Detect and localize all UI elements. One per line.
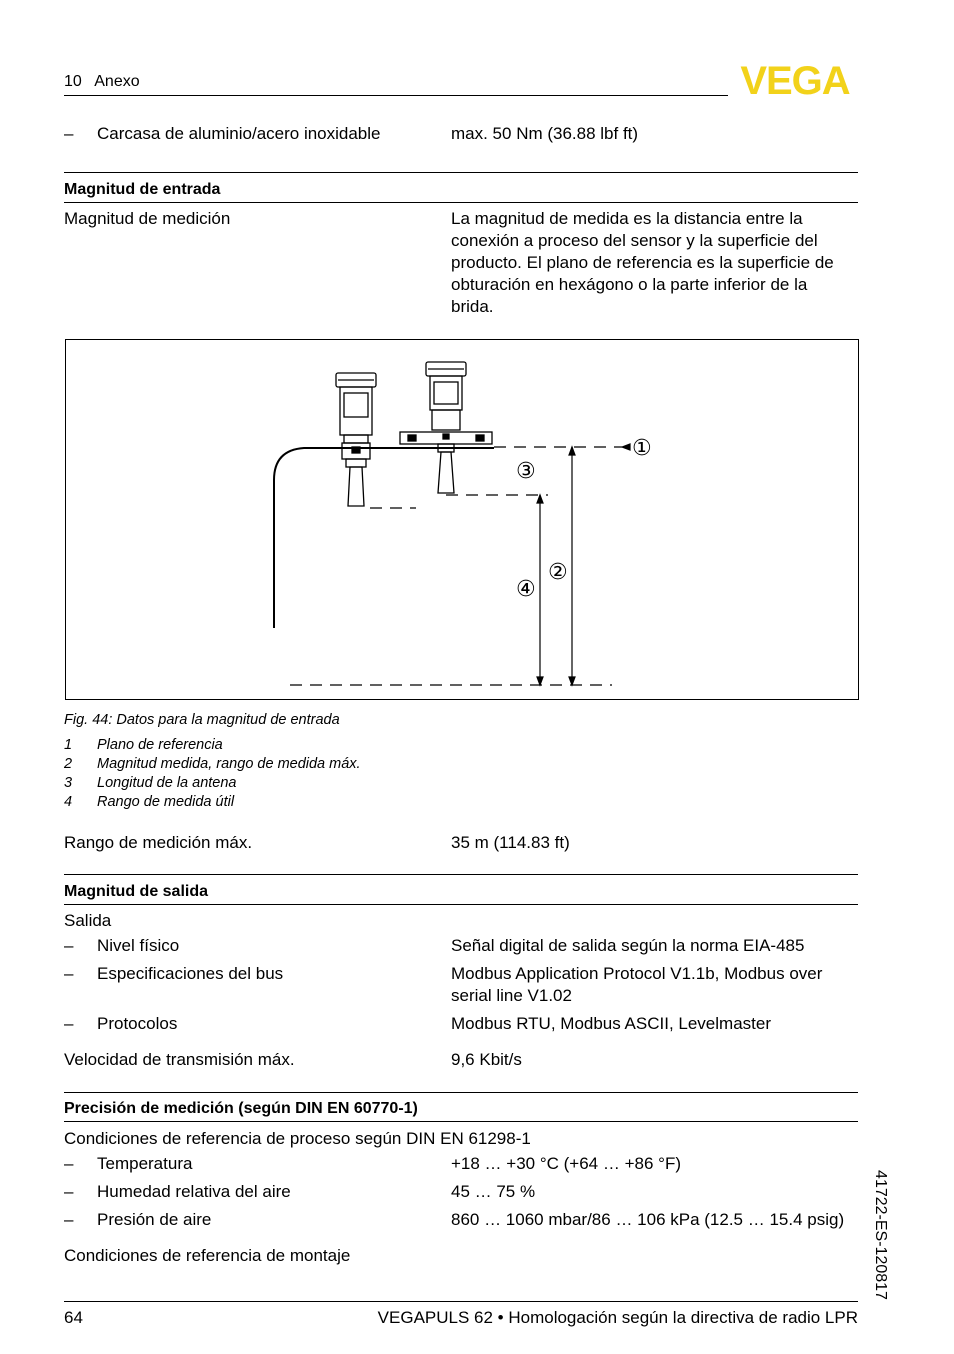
legend-text: Magnitud medida, rango de medida máx. [97,756,361,772]
legend-num: 2 [64,756,73,772]
arrow-up [569,447,575,455]
description-line: producto. El plano de referencia es la superficie de [451,253,834,272]
page-number: 64 [64,1308,83,1327]
header-rule [64,95,728,96]
legend-num: 4 [64,794,73,810]
torque-label: Carcasa de aluminio/acero inoxidable [97,124,381,143]
accuracy-row-label: Humedad relativa del aire [97,1182,291,1201]
arrow-left [622,444,630,450]
legend-text: Longitud de la antena [97,775,237,791]
accuracy-row-value: 45 … 75 % [451,1182,536,1201]
accuracy-row-label: Temperatura [97,1154,193,1173]
dash-bullet: – [64,1210,74,1229]
section-rule [64,874,858,875]
range-label: Rango de medición máx. [64,833,253,852]
dash-bullet: – [64,1182,74,1201]
logo-text: VEGA [740,62,850,98]
measurement-description [451,208,861,318]
section-rule [64,1121,858,1122]
arrow-up [537,495,543,503]
vega-logo-icon [733,62,858,98]
footer-rule [64,1301,858,1302]
description-line: obturación en hexágono o la parte inferior de la [451,275,808,294]
mount-label: Condiciones de referencia de montaje [64,1246,351,1265]
legend-text: Plano de referencia [97,737,223,753]
range-value: 35 m (114.83 ft) [451,833,570,852]
input-heading: Magnitud de entrada [64,181,221,198]
accuracy-heading: Precisión de medición (según DIN EN 60770-1) [64,1100,418,1117]
torque-value: max. 50 Nm (36.88 lbf ft) [451,124,639,143]
dash-bullet: – [64,1154,74,1173]
sensor-flange [400,362,492,493]
section-rule [64,202,858,203]
arrow-down [537,677,543,685]
section-rule [64,904,858,905]
footer-title: VEGAPULS 62 • Homologación según la directiva de radio LPR [377,1308,858,1327]
speed-label: Velocidad de transmisión máx. [64,1050,295,1069]
marker-2: ② [548,560,568,585]
output-row-value: Modbus RTU, Modbus ASCII, Levelmaster [451,1014,771,1033]
section-rule [64,1092,858,1093]
accuracy-intro: Condiciones de referencia de proceso según DIN EN 61298-1 [64,1129,531,1148]
measurement-label: Magnitud de medición [64,209,231,228]
output-intro: Salida [64,911,112,930]
legend-text: Rango de medida útil [97,794,235,810]
marker-4: ④ [516,577,536,602]
output-row-value: Señal digital de salida según la norma EIA-485 [451,936,805,955]
legend-num: 1 [64,737,73,753]
value-line: serial line V1.02 [451,986,572,1005]
vessel-wall [274,448,494,628]
legend-num: 3 [64,775,73,791]
dash-bullet: – [64,124,74,143]
arrow-down [569,677,575,685]
dash-bullet: – [64,936,74,955]
output-row-label: Nivel físico [97,936,180,955]
description-line: conexión a proceso del sensor y la superficie del [451,231,818,250]
output-row-label: Protocolos [97,1014,178,1033]
figure-caption: Fig. 44: Datos para la magnitud de entrada [64,712,340,728]
document-code: 41722-ES-120817 [872,1170,889,1300]
dash-bullet: – [64,964,74,983]
section-title: 10 Anexo [64,73,140,90]
figure-bottom-rule [65,699,859,700]
dash-bullet: – [64,1014,74,1033]
description-line: brida. [451,297,494,316]
speed-value: 9,6 Kbit/s [451,1050,522,1069]
sensor-threaded [336,373,376,506]
marker-3: ③ [516,459,536,484]
accuracy-row-value: 860 … 1060 mbar/86 … 106 kPa (12.5 … 15.4 psig) [451,1210,845,1229]
description-line: La magnitud de medida es la distancia entre la [451,209,803,228]
section-rule [64,172,858,173]
vega-logo [733,62,858,98]
marker-1: ① [632,436,652,461]
output-heading: Magnitud de salida [64,883,209,900]
output-row-label: Especificaciones del bus [97,964,284,983]
measurement-diagram [66,340,856,698]
accuracy-row-label: Presión de aire [97,1210,212,1229]
value-line: Modbus Application Protocol V1.1b, Modbus over [451,964,823,983]
accuracy-row-value: +18 … +30 °C (+64 … +86 °F) [451,1154,681,1173]
output-row-value [451,963,861,1007]
